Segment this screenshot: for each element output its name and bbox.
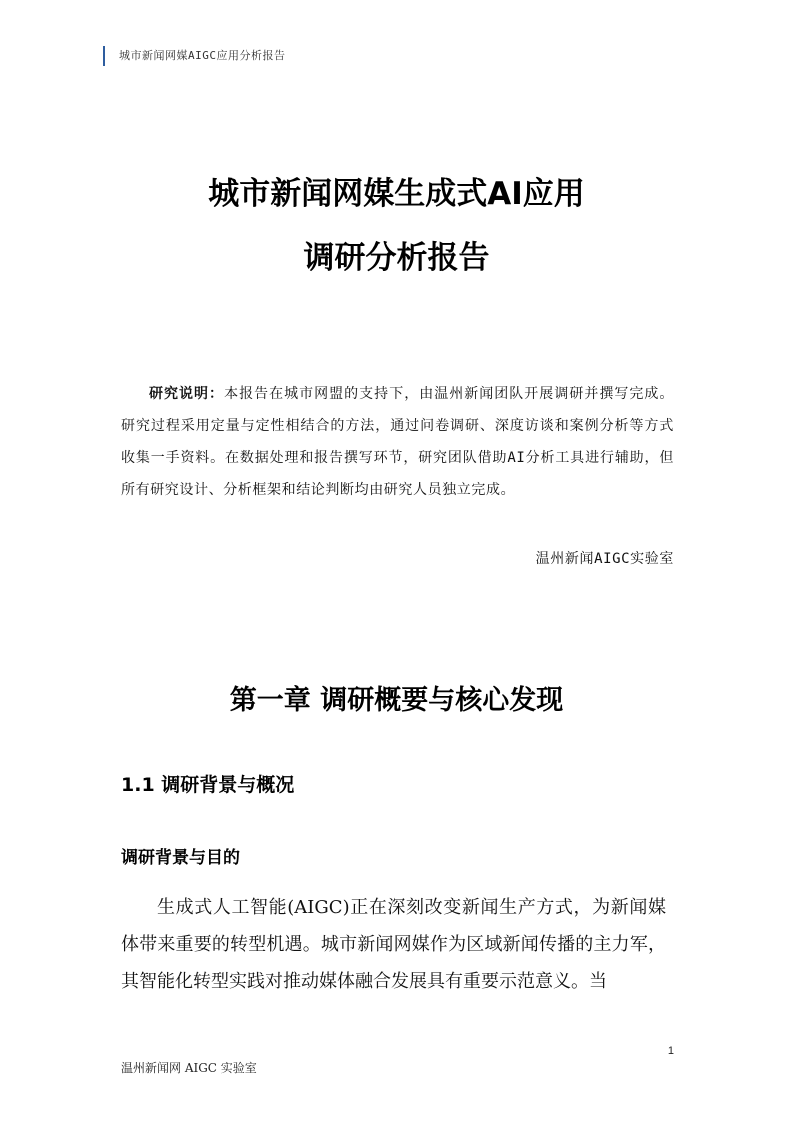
chapter-title: 第一章 调研概要与核心发现 — [229, 685, 564, 716]
section-title: 1.1 调研背景与概况 — [121, 774, 295, 796]
research-note-signature: 温州新闻AIGC实验室 — [535, 551, 674, 567]
research-note-text: 本报告在城市网盟的支持下，由温州新闻团队开展调研并撰写完成。研究过程采用定量与定性相结合的方法，通过问卷调研、深度访谈和案例分析等方式收集一手资料。在数据处理和报告撰写环节，研究团队借助AI分析工具进行辅助，但所有研究设计、分析框架和结论判断均由研究人员独立完成。 — [121, 386, 675, 498]
running-header — [103, 46, 286, 66]
running-header-title: 城市新闻网媒AIGC应用分析报告 — [119, 49, 286, 62]
running-footer: 温州新闻网 AIGC 实验室 — [121, 1061, 257, 1075]
research-note-label: 研究说明： — [149, 386, 225, 402]
subsection-title: 调研背景与目的 — [121, 848, 240, 868]
report-title-line-1: 城市新闻网媒生成式AI应用 — [208, 176, 585, 212]
report-title-line-2: 调研分析报告 — [303, 240, 490, 276]
page-number: 1 — [667, 1045, 674, 1057]
body-paragraph: 生成式人工智能(AIGC)正在深刻改变新闻生产方式，为新闻媒体带来重要的转型机遇。城市新闻网媒作为区域新闻传播的主力军，其智能化转型实践对推动媒体融合发展具有重要示范意义。当 — [121, 897, 666, 992]
research-note — [121, 378, 674, 506]
